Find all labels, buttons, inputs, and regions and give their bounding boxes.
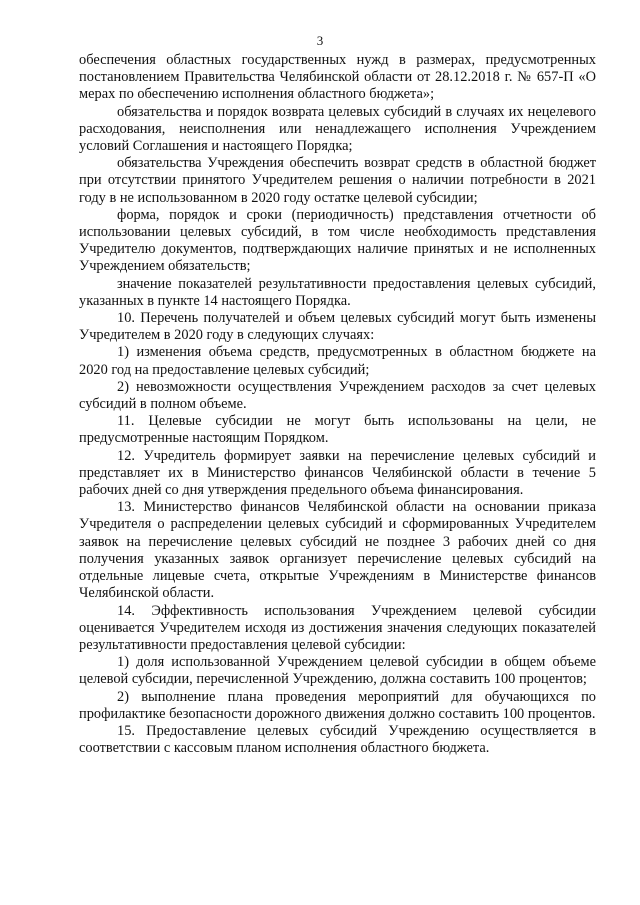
page-number: 3 <box>316 33 324 48</box>
paragraph-clause-14: 14. Эффективность использования Учреждением целевой субсидии оценивается Учредителем исходя из достижения значения следующих показателей результативности предоставления целевой субсидии: <box>79 602 596 653</box>
paragraph-clause-14-item-1: 1) доля использованной Учреждением целевой субсидии в общем объеме целевой субсидии, перечисленной Учреждению, должна составить 100 процентов; <box>79 654 596 688</box>
paragraph-refund-obligations: обязательства и порядок возврата целевых субсидий в случаях их нецелевого расходования, неисполнения или ненадлежащего исполнения Учреждением условий Соглашения и настоящего Порядка; <box>79 103 596 155</box>
paragraph-clause-10-item-2: 2) невозможности осуществления Учреждением расходов за счет целевых субсидий в полном объеме. <box>79 378 596 413</box>
paragraph-clause-15: 15. Предоставление целевых субсидий Учреждению осуществляется в соответствии с кассовым планом исполнения областного бюджета. <box>79 722 596 757</box>
document-body <box>79 52 596 757</box>
paragraph-continuation: обеспечения областных государственных нужд в размерах, предусмотренных постановлением Правительства Челябинской области от 28.12.2018 г. № 657-П «О мерах по обеспечению исполнения областного бюджета»; <box>79 52 596 103</box>
paragraph-clause-10-item-1: 1) изменения объема средств, предусмотренных в областном бюджете на 2020 год на предоставление целевых субсидий; <box>79 344 596 378</box>
paragraph-indicators: значение показателей результативности предоставления целевых субсидий, указанных в пункте 14 настоящего Порядка. <box>79 275 596 309</box>
paragraph-clause-13: 13. Министерство финансов Челябинской области на основании приказа Учредителя о распределении целевых субсидий и сформированных Учредителем заявок на перечисление целевых субсидий не позднее 3 рабочих дней со дня получения указанных заявок организует перечисление целевых субсидий на отдельные лицевые счета, открытые Учреждениям в Министерстве финансов Челябинской области. <box>79 499 596 602</box>
paragraph-return-funds: обязательства Учреждения обеспечить возврат средств в областной бюджет при отсутствии принятого Учредителем решения о наличии потребности в 2021 году в не использованном в 2020 году остатке целевой субсидии; <box>79 155 596 206</box>
paragraph-clause-10: 10. Перечень получателей и объем целевых субсидий могут быть изменены Учредителем в 2020 году в следующих случаях: <box>79 310 596 344</box>
paragraph-clause-12: 12. Учредитель формирует заявки на перечисление целевых субсидий и представляет их в Министерство финансов Челябинской области в течение 5 рабочих дней со дня утверждения предельного объема финансирования. <box>79 447 596 499</box>
paragraph-clause-11: 11. Целевые субсидии не могут быть использованы на цели, не предусмотренные настоящим Порядком. <box>79 413 596 447</box>
paragraph-clause-14-item-2: 2) выполнение плана проведения мероприятий для обучающихся по профилактике безопасности дорожного движения должно составить 100 процентов. <box>79 688 596 722</box>
paragraph-reporting: форма, порядок и сроки (периодичность) представления отчетности об использовании целевых субсидий, в том числе необходимость представления Учредителю документов, подтверждающих наличие принятых и не исполненных Учреждением обязательств; <box>79 206 596 275</box>
